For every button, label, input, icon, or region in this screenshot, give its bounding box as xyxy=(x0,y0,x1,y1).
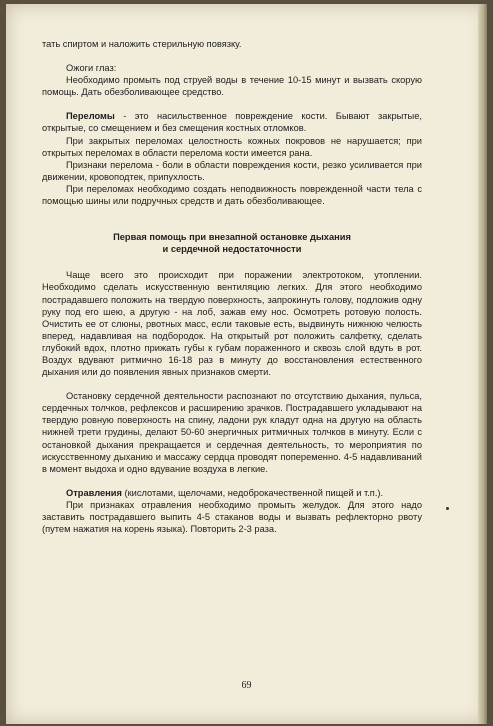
fractures-closed-open: При закрытых переломах целостность кожных покровов не нарушается; при открытых переломах в области перелома кости имеется рана. xyxy=(42,135,422,158)
print-speck xyxy=(446,507,449,510)
section-heading-line1: Первая помощь при внезапной остановке дыхания xyxy=(113,232,351,243)
fractures-signs: Признаки перелома - боли в области повреждения кости, резко усиливается при движении, кровоподтек, припухлость. xyxy=(42,159,422,182)
section-heading xyxy=(42,231,422,255)
section-heading-line2: и сердечной недостаточности xyxy=(162,244,302,255)
fractures-term: Переломы xyxy=(66,111,115,122)
cardiac-paragraph: Остановку сердечной деятельности распознают по отсутствию дыхания, пульса, сердечных толчков, рефлексов и расширению зрачков. Пострадавшего укладывают на твердую ровную поверхность на спину, ладони рук кладут одна на другую на область нижней трети грудины, делают 50-60 энергичных ритмичных толчков в минуту. Если с остановкой дыхания прекращается и сердечная деятельность, то мероприятия по искусственному дыханию и массажу сердца проводят попеременно. 4-5 надавливаний в момент выдоха и одно вдувание воздуха в легкие. xyxy=(42,391,422,474)
fractures-definition xyxy=(42,110,422,134)
intro-line: тать спиртом и наложить стерильную повязку. xyxy=(42,39,242,49)
page-number: 69 xyxy=(241,680,252,691)
eye-burns-text: Необходимо промыть под струей воды в течение 10-15 минут и вызвать скорую помощь. Дать обезболивающее средство. xyxy=(42,75,422,98)
poisoning-term: Отравления xyxy=(66,487,122,498)
fractures-aid: При переломах необходимо создать неподвижность поврежденной части тела с помощью шины или подручных средств и дать обезболивающее. xyxy=(42,183,422,207)
page-content xyxy=(42,38,422,535)
poisoning-text: При признаках отравления необходимо промыть желудок. Для этого надо заставить пострадавшего выпить 4-5 стаканов воды и вызвать рефлекторно рвоту (путем нажатия на корень языка). Повторить 2-3 раза. xyxy=(42,499,422,535)
document-page xyxy=(6,4,487,724)
poisoning-qualifier: (кислотами, щелочами, недоброкачественной пищей и т.п.). xyxy=(121,487,384,498)
page-edge-shadow xyxy=(478,4,487,724)
eye-burns-title: Ожоги глаз: xyxy=(66,63,117,74)
poisoning-title xyxy=(42,487,422,499)
fractures-definition-text: - это насильственное повреждение кости. Бывают закрытые, открытые, со смещением и без смещения костных отломков. xyxy=(42,111,422,134)
breathing-paragraph: Чаще всего это происходит при поражении электротоком, утоплении. Необходимо сделать искусственную вентиляцию легких. Для этого необходимо пострадавшего положить на твердую поверхность, запрокинуть голову, подложив одну руку под его шею, а другую - на лоб, зажав ему нос. Осмотреть ротовую полость. Очистить ее от слюны, рвотных масс, если таковые есть, выдвинуть нижнюю челюсть вперед, надавливая на подбородок. На открытый рот положить салфетку, сделать глубокий вдох, плотно прижать губы к губам пораженного и сквозь слой вдуть в рот. Воздух вдувают ритмично 16-18 раз в минуту до восстановления естественного дыхания или до появления явных признаков смерти. xyxy=(42,270,422,378)
